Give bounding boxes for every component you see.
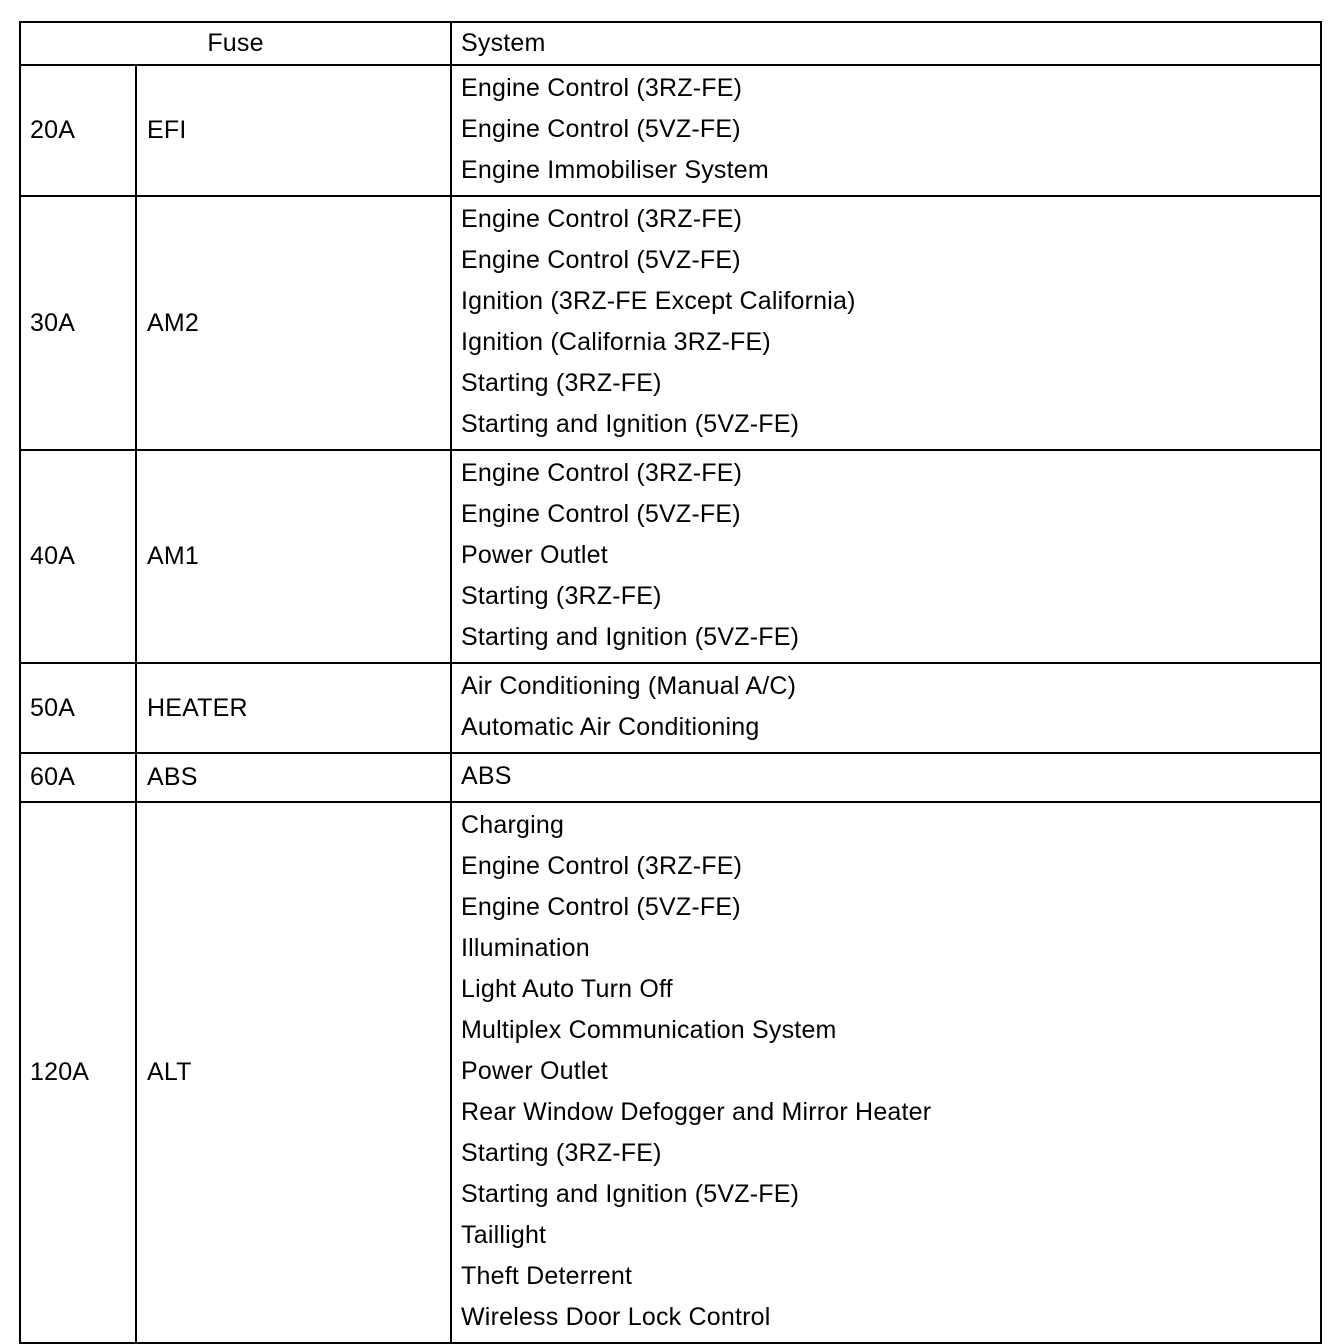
system-item: ABS xyxy=(461,762,512,790)
table-body xyxy=(20,22,1321,1343)
system-item: Starting (3RZ-FE) xyxy=(461,369,662,397)
system-item: Automatic Air Conditioning xyxy=(461,713,760,741)
system-item: Illumination xyxy=(461,934,590,962)
fuse-amperage: 60A xyxy=(20,753,136,802)
system-list xyxy=(451,196,1321,450)
system-item: Engine Control (5VZ-FE) xyxy=(461,500,741,528)
fuse-name: ABS xyxy=(136,753,451,802)
system-item: Theft Deterrent xyxy=(461,1262,633,1290)
system-item: Charging xyxy=(461,811,565,839)
fuse-name: AM2 xyxy=(136,196,451,450)
fuse-amperage: 30A xyxy=(20,196,136,450)
fuse-system-table xyxy=(19,21,1322,1344)
fuse-amperage: 50A xyxy=(20,663,136,753)
system-item: Multiplex Communication System xyxy=(461,1016,837,1044)
fuse-row xyxy=(20,802,1321,1343)
system-list xyxy=(451,802,1321,1343)
system-item: Starting and Ignition (5VZ-FE) xyxy=(461,410,800,438)
system-item: Engine Control (5VZ-FE) xyxy=(461,115,741,143)
system-list xyxy=(451,65,1321,196)
system-item: Starting and Ignition (5VZ-FE) xyxy=(461,1180,800,1208)
fuse-row xyxy=(20,196,1321,450)
system-item: Taillight xyxy=(461,1221,547,1249)
system-item: Starting (3RZ-FE) xyxy=(461,582,662,610)
system-item: Starting (3RZ-FE) xyxy=(461,1139,662,1167)
fuse-name: AM1 xyxy=(136,450,451,663)
system-item: Wireless Door Lock Control xyxy=(461,1303,771,1331)
fuse-name: ALT xyxy=(136,802,451,1343)
system-item: Engine Control (3RZ-FE) xyxy=(461,205,743,233)
system-list xyxy=(451,753,1321,802)
system-item: Engine Control (3RZ-FE) xyxy=(461,852,743,880)
fuse-row xyxy=(20,450,1321,663)
system-item: Air Conditioning (Manual A/C) xyxy=(461,672,797,700)
header-fuse: Fuse xyxy=(20,22,451,65)
fuse-name: HEATER xyxy=(136,663,451,753)
system-item: Engine Control (5VZ-FE) xyxy=(461,893,741,921)
system-item: Power Outlet xyxy=(461,541,608,569)
system-item: Engine Control (3RZ-FE) xyxy=(461,459,743,487)
fuse-amperage: 20A xyxy=(20,65,136,196)
fuse-row xyxy=(20,65,1321,196)
fuse-name: EFI xyxy=(136,65,451,196)
system-list xyxy=(451,663,1321,753)
system-item: Engine Control (3RZ-FE) xyxy=(461,74,743,102)
fuse-amperage: 120A xyxy=(20,802,136,1343)
system-item: Engine Control (5VZ-FE) xyxy=(461,246,741,274)
system-item: Rear Window Defogger and Mirror Heater xyxy=(461,1098,932,1126)
system-item: Ignition (3RZ-FE Except California) xyxy=(461,287,856,315)
fuse-row xyxy=(20,753,1321,802)
header-system: System xyxy=(451,22,1321,65)
system-list xyxy=(451,450,1321,663)
fuse-amperage: 40A xyxy=(20,450,136,663)
system-item: Starting and Ignition (5VZ-FE) xyxy=(461,623,800,651)
fuse-row xyxy=(20,663,1321,753)
system-item: Ignition (California 3RZ-FE) xyxy=(461,328,771,356)
system-item: Light Auto Turn Off xyxy=(461,975,673,1003)
system-item: Power Outlet xyxy=(461,1057,608,1085)
table-header-row xyxy=(20,22,1321,65)
system-item: Engine Immobiliser System xyxy=(461,156,769,184)
